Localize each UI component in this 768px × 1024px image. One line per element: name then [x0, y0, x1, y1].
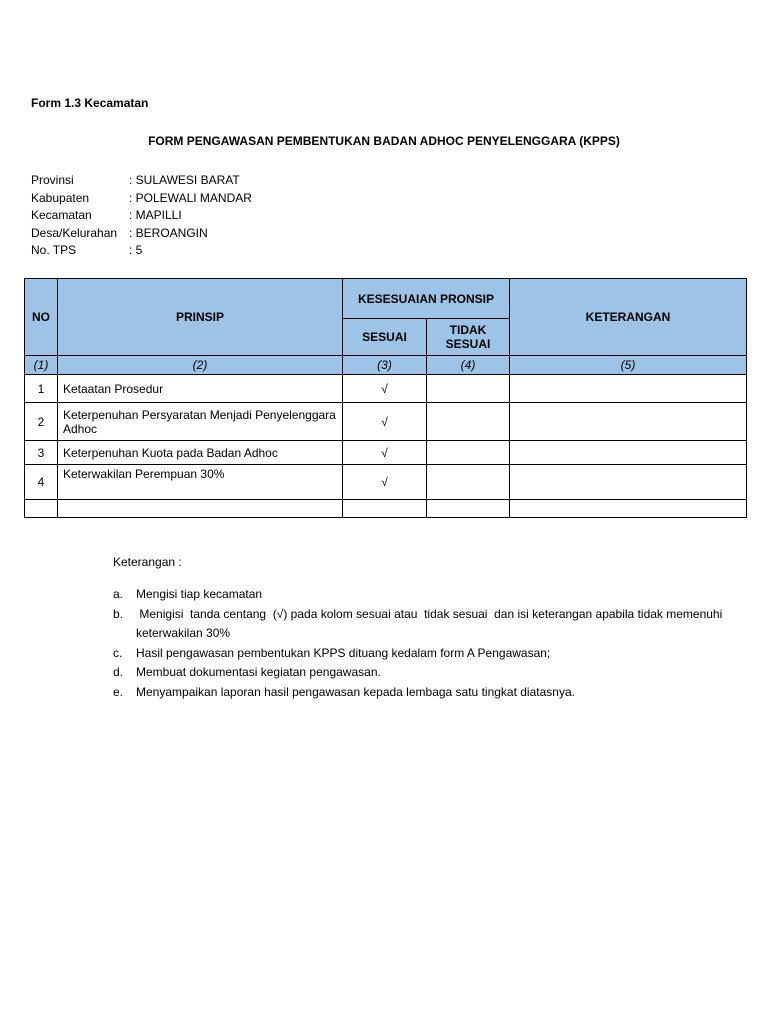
cell-empty [427, 500, 510, 518]
info-label: Provinsi [31, 173, 74, 187]
header-prinsip: PRINSIP [58, 279, 343, 356]
cell-sesuai-check: √ [343, 441, 427, 465]
table-row-empty [25, 500, 747, 518]
note-letter: d. [113, 665, 124, 679]
note-text: Membuat dokumentasi kegiatan pengawasan. [136, 665, 381, 679]
note-item [113, 663, 733, 683]
cell-tidak-sesuai [427, 403, 510, 441]
cell-empty [343, 500, 427, 518]
info-row-kecamatan [31, 207, 252, 225]
cell-empty [58, 500, 343, 518]
header-kesesuaian: KESESUAIAN PRONSIP [343, 279, 510, 319]
cell-prinsip: Keterpenuhan Kuota pada Badan Adhoc [58, 441, 343, 465]
note-item [113, 683, 733, 703]
note-text: Menyampaikan laporan hasil pengawasan kepada lembaga satu tingkat diatasnya. [136, 684, 575, 699]
notes-section [113, 555, 733, 702]
note-item [113, 605, 733, 644]
note-item [113, 585, 733, 605]
note-letter: b. [113, 606, 124, 621]
info-row-desa [31, 225, 252, 243]
note-text: Hasil pengawasan pembentukan KPPS dituang kedalam form A Pengawasan; [136, 645, 551, 660]
table-row [25, 441, 747, 465]
note-letter: a. [113, 587, 124, 601]
info-row-tps [31, 242, 252, 260]
cell-keterangan [510, 441, 747, 465]
column-number: (3) [343, 356, 427, 375]
cell-empty [510, 500, 747, 518]
info-label: Desa/Kelurahan [31, 225, 118, 240]
cell-sesuai-check: √ [343, 465, 427, 500]
cell-empty [25, 500, 58, 518]
column-number: (4) [427, 356, 510, 375]
column-number: (2) [58, 356, 343, 375]
info-block [31, 172, 252, 260]
table-row [25, 465, 747, 500]
column-number-row [25, 356, 747, 375]
info-label: Kecamatan [31, 208, 92, 222]
notes-title: Keterangan : [113, 555, 182, 569]
cell-sesuai-check: √ [343, 375, 427, 403]
cell-no: 1 [25, 375, 58, 403]
note-letter: c. [113, 645, 123, 660]
table-row [25, 375, 747, 403]
column-number: (1) [25, 356, 58, 375]
note-letter: e. [113, 684, 124, 699]
info-value: : 5 [129, 243, 143, 257]
header-sesuai: SESUAI [343, 319, 427, 356]
cell-tidak-sesuai [427, 375, 510, 403]
info-label: Kabupaten [31, 190, 90, 205]
cell-keterangan [510, 465, 747, 500]
info-value: : SULAWESI BARAT [129, 173, 240, 187]
cell-no: 2 [25, 403, 58, 441]
document-title: FORM PENGAWASAN PEMBENTUKAN BADAN ADHOC PENYELENGGARA (KPPS) [148, 134, 620, 148]
note-text: Mengisi tiap kecamatan [136, 587, 263, 601]
info-label: No. TPS [31, 243, 77, 257]
header-row [25, 279, 747, 319]
info-row-kabupaten [31, 190, 252, 208]
column-number: (5) [510, 356, 747, 375]
header-no: NO [25, 279, 58, 356]
cell-keterangan [510, 403, 747, 441]
cell-no: 3 [25, 441, 58, 465]
cell-sesuai-check: √ [343, 403, 427, 441]
cell-prinsip: Ketaatan Prosedur [58, 375, 343, 403]
info-value: : BEROANGIN [129, 225, 208, 240]
cell-tidak-sesuai [427, 441, 510, 465]
info-value: : MAPILLI [129, 208, 182, 222]
info-value: : POLEWALI MANDAR [129, 190, 252, 205]
cell-keterangan [510, 375, 747, 403]
header-keterangan: KETERANGAN [510, 279, 747, 356]
cell-prinsip: Keterpenuhan Persyaratan Menjadi Penyelenggara Adhoc [58, 403, 343, 441]
note-item [113, 644, 733, 664]
header-tidak-sesuai: TIDAK SESUAI [427, 319, 510, 356]
table-row [25, 403, 747, 441]
info-row-provinsi [31, 172, 252, 190]
supervision-table [24, 278, 747, 518]
note-text: Menigisi tanda centang (√) pada kolom sesuai atau tidak sesuai dan isi keterangan apabila tidak memenuhi keterwakilan 30% [136, 606, 726, 640]
cell-no: 4 [25, 465, 58, 500]
cell-prinsip: Keterwakilan Perempuan 30% [58, 465, 343, 500]
cell-tidak-sesuai [427, 465, 510, 500]
form-code: Form 1.3 Kecamatan [31, 96, 149, 110]
